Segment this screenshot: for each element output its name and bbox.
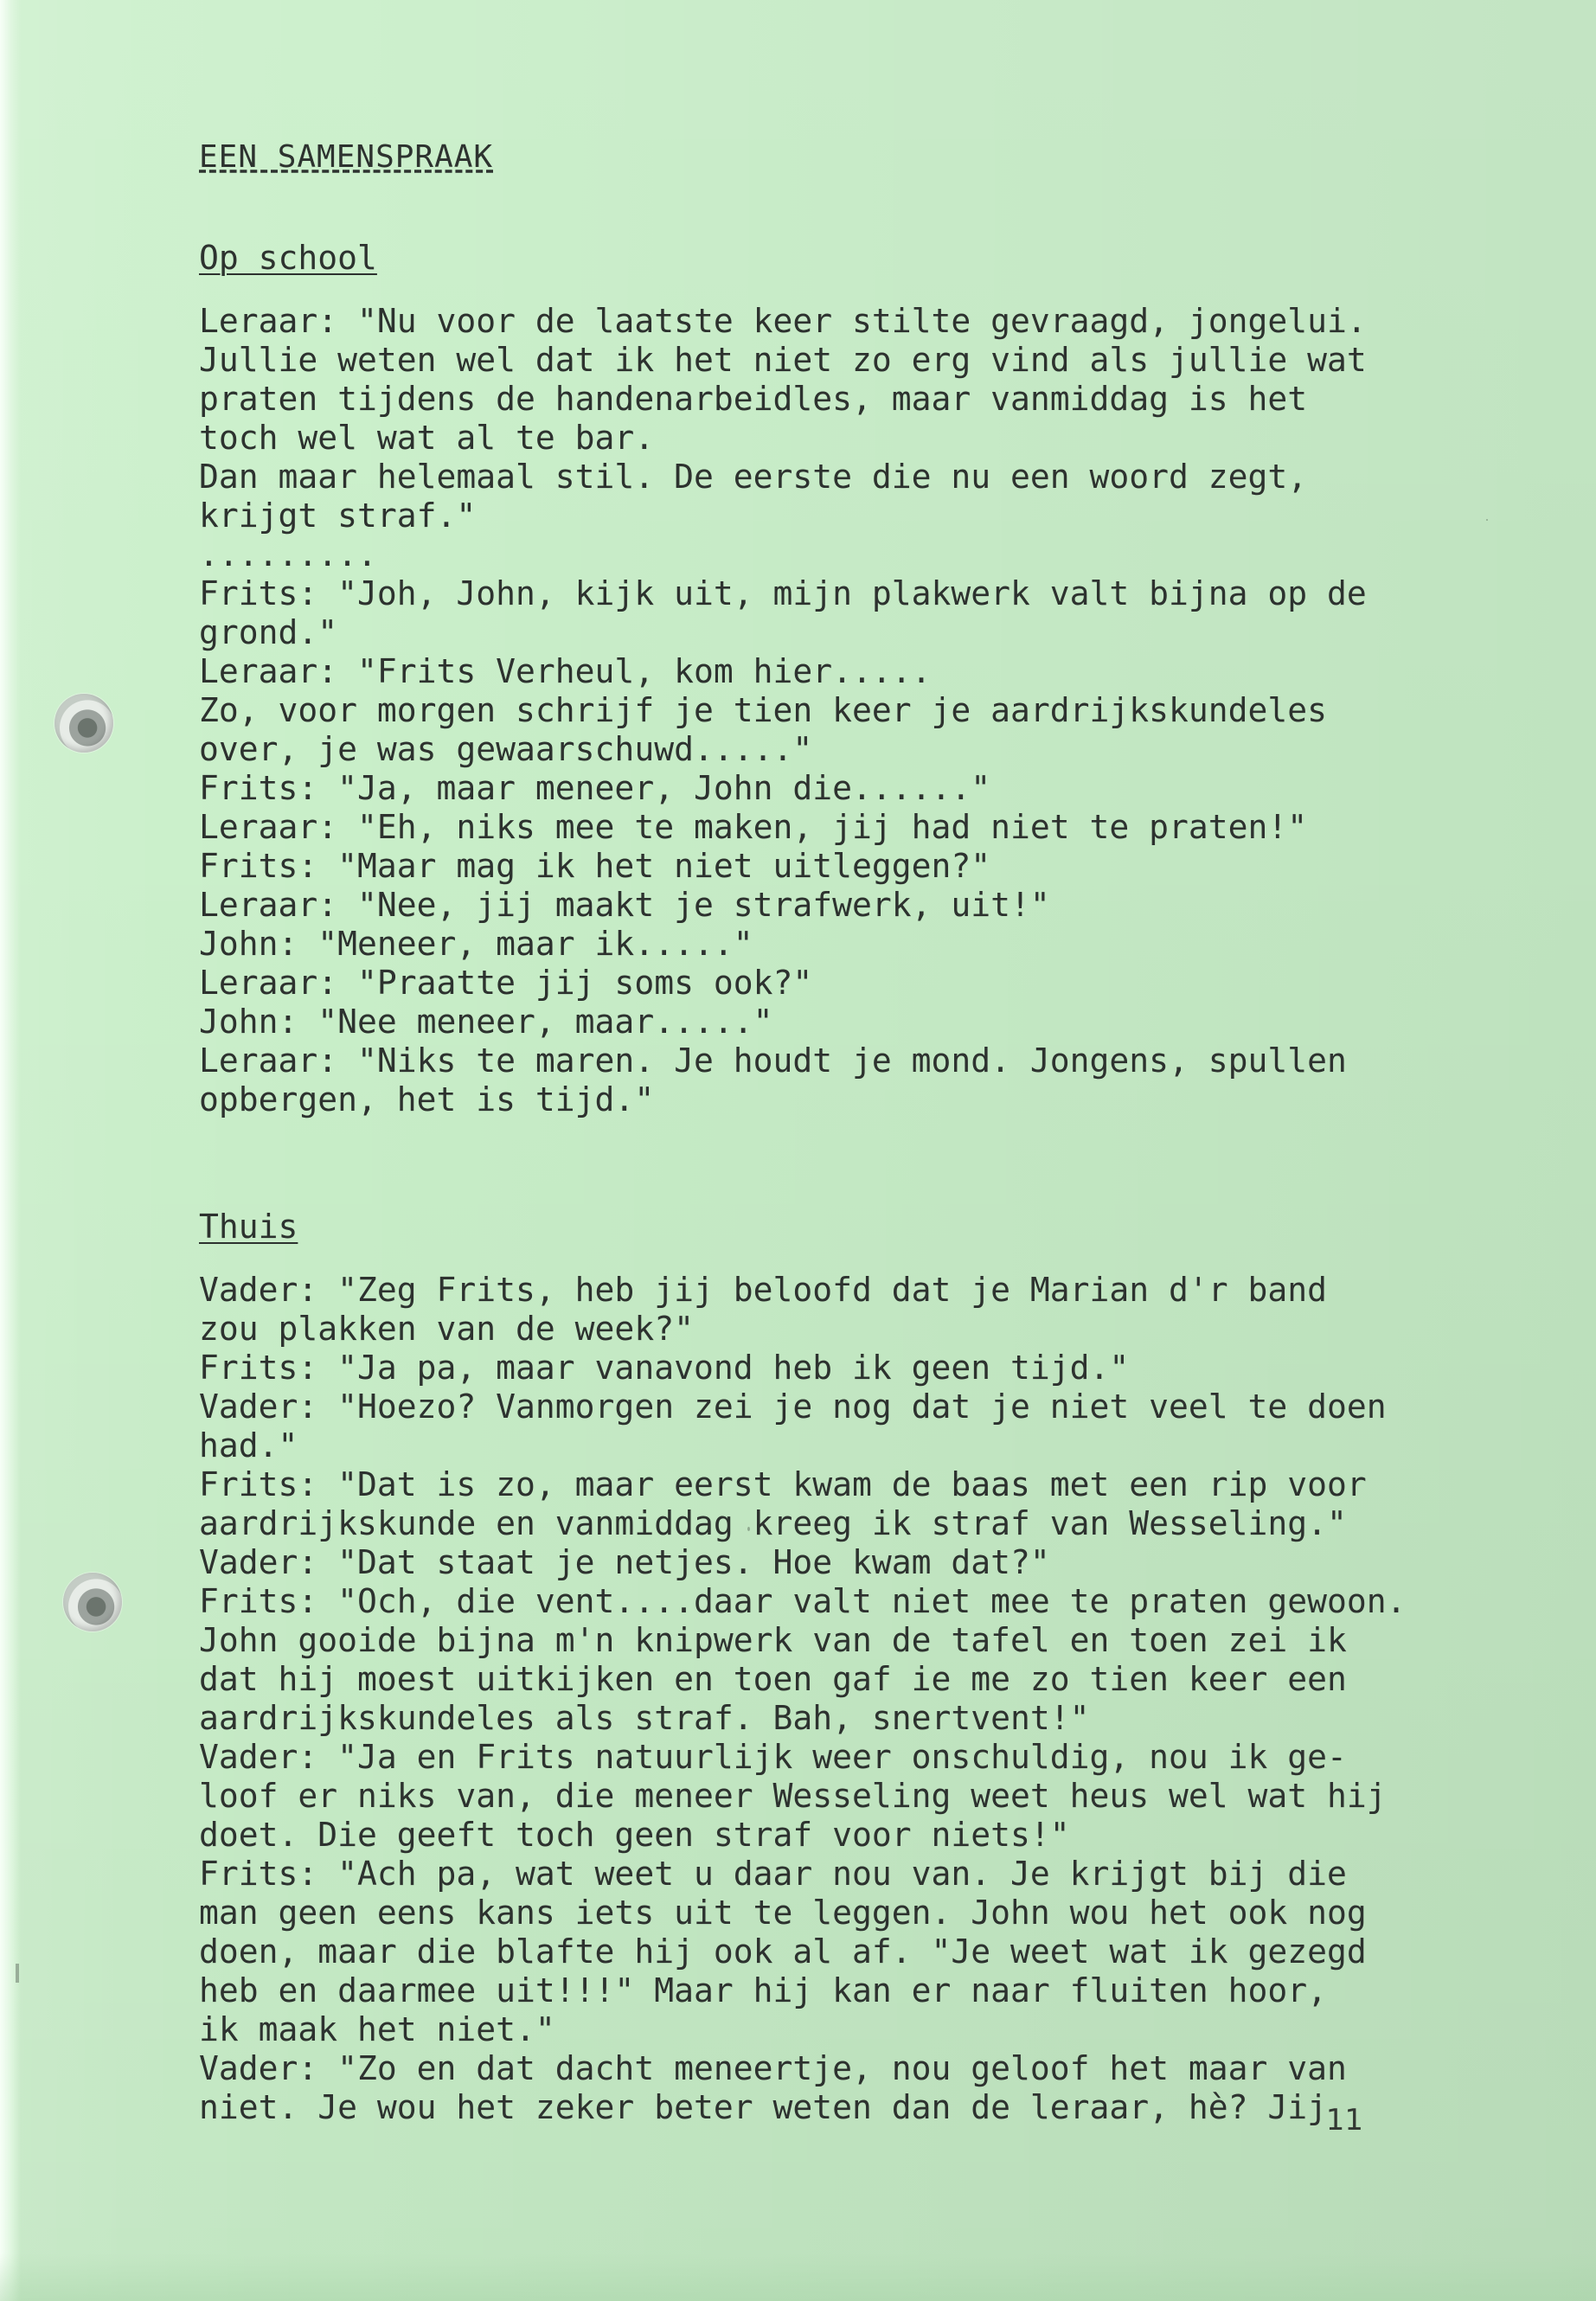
dialogue-line: Frits: "Ach pa, wat weet u daar nou van. Je krijgt bij die (199, 1855, 1347, 1893)
dialogue-line: aardrijkskunde en vanmiddag kreeg ik straf van Wesseling." (199, 1504, 1347, 1542)
document-content (199, 138, 1427, 2127)
dialogue-line: John gooide bijna m'n knipwerk van de tafel en toen zei ik (199, 1621, 1347, 1659)
dialogue-line: Dan maar helemaal stil. De eerste die nu een woord zegt, (199, 458, 1308, 496)
dialogue-line: doet. Die geeft toch geen straf voor niets!" (199, 1816, 1070, 1854)
section-lines-op-school (199, 302, 1427, 1119)
paper-bottom-shadow (0, 2253, 1596, 2301)
dialogue-line: aardrijkskundeles als straf. Bah, snertvent!" (199, 1699, 1090, 1737)
dialogue-line: krijgt straf." (199, 497, 477, 535)
paper-mark (1486, 519, 1488, 521)
dialogue-line: Frits: "Maar mag ik het niet uitleggen?" (199, 847, 991, 885)
dialogue-line: Frits: "Ja pa, maar vanavond heb ik geen tijd." (199, 1349, 1130, 1387)
dialogue-line: niet. Je wou het zeker beter weten dan de leraar, hè? Jij (199, 2088, 1328, 2126)
dialogue-line: Frits: "Ja, maar meneer, John die......" (199, 769, 991, 807)
dialogue-line: Leraar: "Praatte jij soms ook?" (199, 964, 813, 1002)
section-heading-thuis: Thuis (199, 1208, 298, 1246)
section-thuis (199, 1208, 1427, 2127)
dialogue-line: Frits: "Och, die vent....daar valt niet mee te praten gewoon. (199, 1582, 1407, 1620)
paper-mark (16, 1964, 19, 1983)
dialogue-line: Vader: "Dat staat je netjes. Hoe kwam dat?" (199, 1543, 1050, 1581)
dialogue-line: Vader: "Zeg Frits, heb jij beloofd dat je Marian d'r band (199, 1271, 1328, 1309)
dialogue-line: doen, maar die blafte hij ook al af. "Je weet wat ik gezegd (199, 1932, 1367, 1971)
dialogue-line: John: "Meneer, maar ik....." (199, 925, 753, 963)
dialogue-line: loof er niks van, die meneer Wesseling weet heus wel wat hij (199, 1777, 1387, 1815)
dialogue-line: Zo, voor morgen schrijf je tien keer je aardrijkskundeles (199, 691, 1328, 729)
paper-left-edge (0, 0, 21, 2301)
section-lines-thuis (199, 1271, 1427, 2127)
dialogue-line: toch wel wat al te bar. (199, 419, 655, 457)
section-heading-op-school: Op school (199, 239, 377, 277)
dialogue-line: Jullie weten wel dat ik het niet zo erg vind als jullie wat (199, 341, 1367, 379)
dialogue-line: ik maak het niet." (199, 2010, 555, 2048)
dialogue-line: man geen eens kans iets uit te leggen. John wou het ook nog (199, 1894, 1367, 1932)
dialogue-line: over, je was gewaarschuwd....." (199, 730, 813, 768)
page-number: 11 (1325, 2103, 1363, 2138)
dialogue-line: grond." (199, 613, 338, 651)
dialogue-line: Vader: "Zo en dat dacht meneertje, nou geloof het maar van (199, 2049, 1347, 2087)
dialogue-line: Leraar: "Frits Verheul, kom hier..... (199, 652, 932, 690)
dialogue-line: Frits: "Joh, John, kijk uit, mijn plakwerk valt bijna op de (199, 574, 1367, 612)
dialogue-line: heb en daarmee uit!!!" Maar hij kan er naar fluiten hoor, (199, 1971, 1328, 2009)
document-title: EEN SAMENSPRAAK (199, 139, 494, 175)
dialogue-line: Leraar: "Nee, jij maakt je strafwerk, uit!" (199, 886, 1050, 924)
dialogue-line: dat hij moest uitkijken en toen gaf ie me zo tien keer een (199, 1660, 1347, 1698)
dialogue-line: Vader: "Hoezo? Vanmorgen zei je nog dat je niet veel te doen (199, 1388, 1387, 1426)
dialogue-line: opbergen, het is tijd." (199, 1080, 655, 1118)
dialogue-line: Frits: "Dat is zo, maar eerst kwam de baas met een rip voor (199, 1465, 1367, 1503)
dialogue-line: zou plakken van de week?" (199, 1310, 694, 1348)
dialogue-line: had." (199, 1426, 298, 1465)
dialogue-line: Leraar: "Nu voor de laatste keer stilte gevraagd, jongelui. (199, 302, 1367, 340)
dialogue-line: John: "Nee meneer, maar....." (199, 1003, 773, 1041)
dialogue-line: Leraar: "Eh, niks mee te maken, jij had niet te praten!" (199, 808, 1308, 846)
scene-break-dots: ......... (199, 535, 377, 574)
dialogue-line: Leraar: "Niks te maren. Je houdt je mond. Jongens, spullen (199, 1042, 1347, 1080)
binder-hole-bottom (63, 1573, 122, 1631)
section-op-school (199, 239, 1427, 1119)
dialogue-line: Vader: "Ja en Frits natuurlijk weer onschuldig, nou ik ge- (199, 1738, 1347, 1776)
dialogue-line: praten tijdens de handenarbeidles, maar vanmiddag is het (199, 380, 1308, 418)
binder-hole-top (54, 694, 113, 753)
